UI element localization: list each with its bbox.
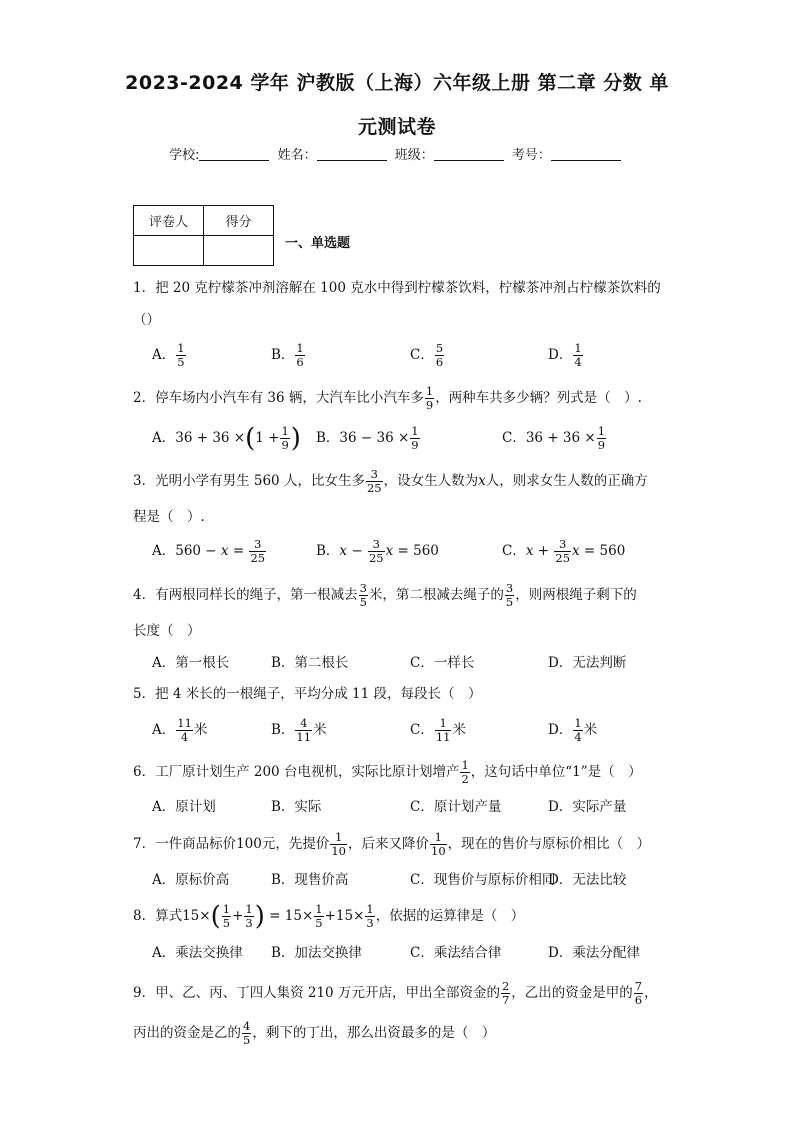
- question-9-text-cont: 丙出的资金是乙的 $\frac{4}{5}$ ，剩下的丁出，那么出资最多的是（ ）: [133, 1019, 496, 1047]
- q8-option-a[interactable]: A．乘法交换律: [152, 945, 243, 961]
- question-9-text: 9．甲、乙、丙、丁四人集资 210 万元开店，甲出全部资金的 $\frac{2}{7}$ ，乙出的资金是甲的 $\frac{7}{6}$ ，: [133, 979, 658, 1007]
- exam-no-field[interactable]: [551, 147, 621, 161]
- page-title-line2: 元测试卷: [357, 116, 436, 138]
- q5-option-a[interactable]: A． $\frac{11}{4}$ 米: [152, 716, 208, 744]
- q1-option-b[interactable]: B． $\frac{1}{6}$: [271, 341, 304, 369]
- q1-option-d[interactable]: D． $\frac{1}{4}$: [548, 341, 582, 369]
- q7-option-c[interactable]: C．现售价与原标价相同: [410, 872, 556, 888]
- question-3-text: 3．光明小学有男生 560 人，比女生多 $\frac{3}{25}$ ，设女生人数为x人，则求女生人数的正确方: [133, 467, 648, 495]
- q3-option-c[interactable]: C．x + $\frac{3}{25}$ x = 560: [502, 537, 626, 565]
- class-field[interactable]: [434, 147, 504, 161]
- q7-option-d[interactable]: D．无法比较: [548, 872, 627, 888]
- q5-option-c[interactable]: C． $\frac{1}{11}$ 米: [410, 716, 466, 744]
- question-4-text: 4．有两根同样长的绳子，第一根减去 $\frac{3}{5}$ 米，第二根减去绳子的 $\frac{3}{5}$ ，则两根绳子剩下的: [133, 581, 637, 609]
- question-3-text-cont: 程是（ ）.: [133, 509, 205, 525]
- q4-option-c[interactable]: C．一样长: [410, 655, 475, 671]
- question-6-text: 6．工厂原计划生产 200 台电视机，实际比原计划增产 $\frac{1}{2}$ ，这句话中单位“1”是（ ）: [133, 758, 642, 786]
- question-4-text-cont: 长度（ ）: [133, 623, 201, 639]
- q2-option-b[interactable]: B．36 − 36 × $\frac{1}{9}$: [316, 424, 419, 452]
- q2-option-a[interactable]: A．36 + 36 ×(1 + $\frac{1}{9}$ ): [152, 423, 301, 454]
- question-5-text: 5．把 4 米长的一根绳子，平均分成 11 段，每段长（ ）: [133, 686, 482, 702]
- question-1-paren: （）: [133, 312, 160, 328]
- q7-option-b[interactable]: B．现售价高: [271, 872, 349, 888]
- score-header: 得分: [204, 206, 274, 236]
- q2-option-c[interactable]: C．36 + 36 × $\frac{1}{9}$: [502, 424, 606, 452]
- q5-option-d[interactable]: D． $\frac{1}{4}$ 米: [548, 716, 598, 744]
- question-8-text: 8．算式15×( $\frac{1}{5}$ + $\frac{1}{3}$ ) = 15× $\frac{1}{5}$ +15× $\frac{1}{3}$ ，依据的运算律是（ ）: [133, 901, 525, 932]
- q8-option-c[interactable]: C．乘法结合律: [410, 945, 502, 961]
- name-label: 姓名：: [277, 148, 317, 163]
- grader-cell[interactable]: [134, 236, 204, 266]
- q4-option-d[interactable]: D．无法判断: [548, 655, 627, 671]
- q3-option-a[interactable]: A．560 − x = $\frac{3}{25}$: [152, 537, 266, 565]
- grader-header: 评卷人: [134, 206, 204, 236]
- score-cell[interactable]: [204, 236, 274, 266]
- name-field[interactable]: [317, 147, 387, 161]
- exam-no-label: 考号：: [511, 148, 551, 163]
- question-7-text: 7．一件商品标价100元，先提价 $\frac{1}{10}$ ，后来又降价 $\frac{1}{10}$ ，现在的售价与原标价相比（ ）: [133, 830, 651, 858]
- q6-option-d[interactable]: D．实际产量: [548, 799, 627, 815]
- student-info-line: [0, 144, 794, 163]
- section-title: 一、单选题: [285, 236, 351, 251]
- q6-option-a[interactable]: A．原计划: [152, 799, 216, 815]
- page-title-line1: 2023-2024 学年 沪教版（上海）六年级上册 第二章 分数 单: [125, 72, 669, 94]
- question-1-text: 1．把 20 克柠檬茶冲剂溶解在 100 克水中得到柠檬茶饮料，柠檬茶冲剂占柠檬茶饮料的: [133, 280, 661, 296]
- q1-option-a[interactable]: A． $\frac{1}{5}$: [152, 341, 185, 369]
- q6-option-c[interactable]: C．原计划产量: [410, 799, 502, 815]
- grader-table: [133, 205, 274, 266]
- q5-option-b[interactable]: B． $\frac{4}{11}$ 米: [271, 716, 327, 744]
- q4-option-b[interactable]: B．第二根长: [271, 655, 349, 671]
- question-2-text: 2．停车场内小汽车有 36 辆，大汽车比小汽车多 $\frac{1}{9}$ ，两种车共多少辆？列式是（ ）.: [133, 384, 642, 412]
- class-label: 班级：: [394, 148, 434, 163]
- q8-option-b[interactable]: B．加法交换律: [271, 945, 362, 961]
- q7-option-a[interactable]: A．原标价高: [152, 872, 230, 888]
- q3-option-b[interactable]: B．x − $\frac{3}{25}$ x = 560: [316, 537, 439, 565]
- q6-option-b[interactable]: B．实际: [271, 799, 322, 815]
- q8-option-d[interactable]: D．乘法分配律: [548, 945, 640, 961]
- q4-option-a[interactable]: A．第一根长: [152, 655, 230, 671]
- school-label: 学校:: [169, 148, 200, 163]
- school-field[interactable]: [199, 147, 269, 161]
- q1-option-c[interactable]: C． $\frac{5}{6}$: [410, 341, 444, 369]
